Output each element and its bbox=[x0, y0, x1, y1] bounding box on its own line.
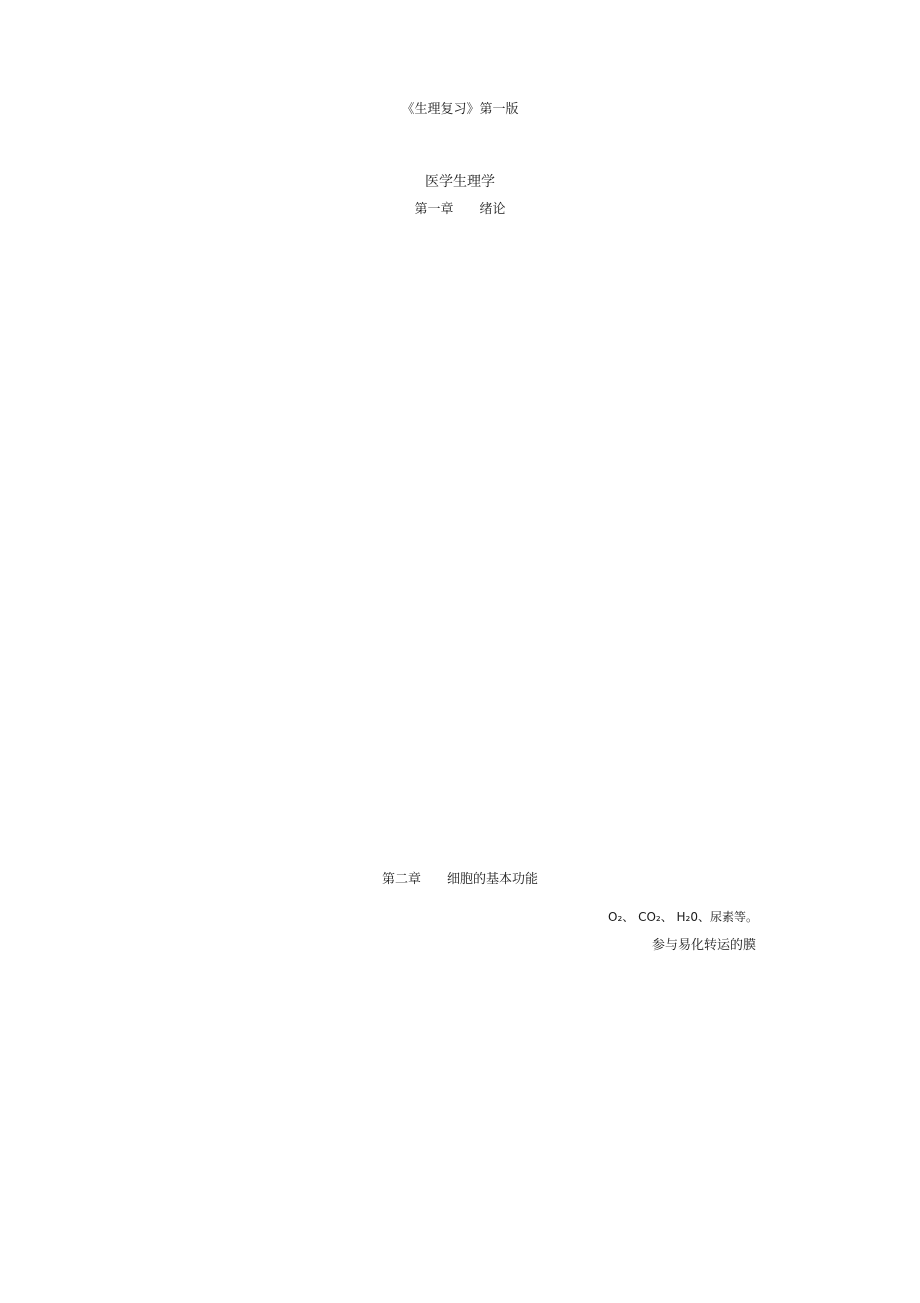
document-title: 医学生理学 bbox=[425, 174, 495, 190]
diffusion-examples: O₂、 CO₂、 H₂0、尿素等。 bbox=[608, 910, 758, 924]
page-header: 《生理复习》第一版 bbox=[401, 102, 519, 117]
chapter-1-heading: 第一章 绪论 bbox=[414, 202, 506, 217]
chapter-2-heading: 第二章 细胞的基本功能 bbox=[381, 872, 538, 887]
facilitated-transport-note: 参与易化转运的膜 bbox=[652, 938, 757, 953]
